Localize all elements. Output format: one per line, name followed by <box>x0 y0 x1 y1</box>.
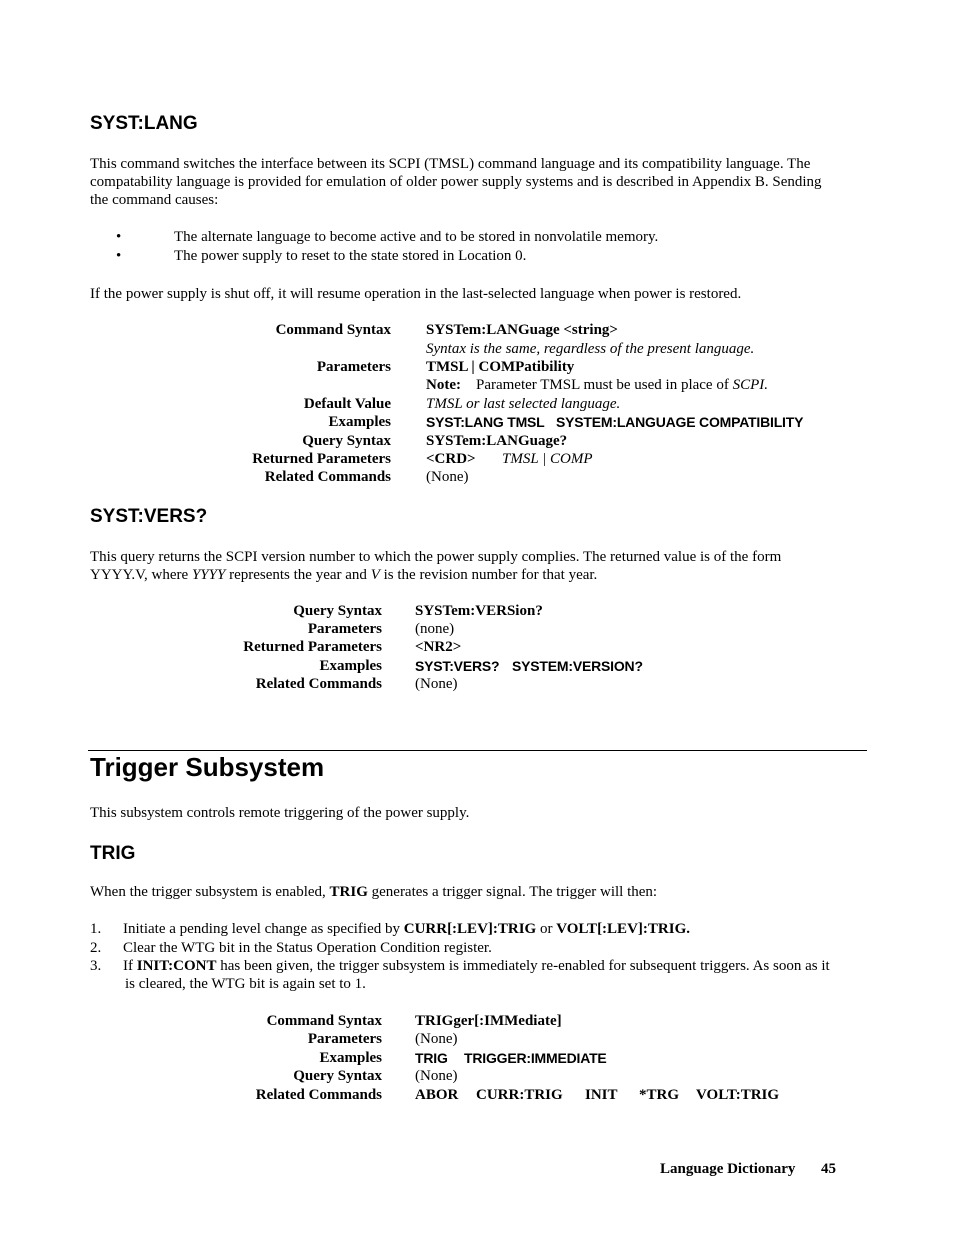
page-number: 45 <box>821 1161 836 1177</box>
command-syntax-value: SYSTem:LANGuage <string> <box>426 322 618 338</box>
trigger-intro: This subsystem controls remote triggering of the power supply. <box>90 805 470 821</box>
trig-table <box>0 1013 954 1113</box>
note-italic: SCPI. <box>732 377 769 393</box>
syst-lang-intro <box>90 155 822 209</box>
bullet-text: The power supply to reset to the state stored in Location 0. <box>174 248 527 264</box>
trig-heading: TRIG <box>90 843 136 864</box>
returned-parameters-value: <NR2> <box>415 639 462 655</box>
returned-text: TMSL | COMP <box>502 451 593 467</box>
trigger-subsystem-heading: Trigger Subsystem <box>90 752 325 782</box>
parameters-value: (none) <box>415 621 455 637</box>
label-query-syntax: Query Syntax <box>293 1068 382 1084</box>
bullet-text: The alternate language to become active and to be stored in nonvolatile memory. <box>174 229 659 245</box>
label-examples: Examples <box>319 658 382 674</box>
example-2: SYSTEM:VERSION? <box>512 658 643 674</box>
example-2: TRIGGER:IMMEDIATE <box>464 1050 607 1066</box>
related-command: *TRG <box>639 1087 680 1103</box>
label-related-commands: Related Commands <box>255 1087 382 1103</box>
syst-vers-intro <box>90 548 781 584</box>
note-label: Note: <box>426 377 461 393</box>
related-command: ABOR <box>415 1087 459 1103</box>
bullet-dot: • <box>116 248 122 264</box>
trig-list <box>0 921 954 1001</box>
command-syntax-value: TRIGger[:IMMediate] <box>415 1013 562 1029</box>
query-syntax-value: SYSTem:VERSion? <box>415 603 543 619</box>
related-commands-value: (None) <box>426 469 469 485</box>
section-divider <box>88 750 867 751</box>
trig-intro: When the trigger subsystem is enabled, TRIG generates a trigger signal. The trigger will then: <box>90 884 658 900</box>
parameters-note <box>426 377 768 394</box>
footer-section: Language Dictionary <box>660 1161 796 1177</box>
example-2: SYSTEM:LANGUAGE COMPATIBILITY <box>556 414 804 430</box>
related-command: INIT <box>585 1087 618 1103</box>
label-query-syntax: Query Syntax <box>302 433 391 449</box>
intro-line: the command causes: <box>90 192 219 208</box>
list-item-continuation: is cleared, the WTG bit is again set to 1. <box>125 976 366 992</box>
intro-line: compatability language is provided for emulation of older power supply systems and is described in Appendix B. Sending <box>90 174 822 190</box>
parameters-value: TMSL | COMPatibility <box>426 359 575 375</box>
syntax-note: Syntax is the same, regardless of the present language. <box>426 341 755 357</box>
list-number: 3. <box>90 958 102 974</box>
label-command-syntax: Command Syntax <box>275 322 391 338</box>
label-parameters: Parameters <box>307 1031 382 1047</box>
syst-lang-table <box>0 322 954 492</box>
list-item: Clear the WTG bit in the Status Operation Condition register. <box>123 940 492 956</box>
list-number: 2. <box>90 940 102 956</box>
list-item: Initiate a pending level change as specified by CURR[:LEV]:TRIG or VOLT[:LEV]:TRIG. <box>123 921 690 937</box>
label-related-commands: Related Commands <box>255 676 382 692</box>
syst-lang-heading: SYST:LANG <box>90 113 198 134</box>
syst-vers-heading: SYST:VERS? <box>90 506 208 527</box>
label-returned-parameters: Returned Parameters <box>252 451 391 467</box>
related-commands-value: (None) <box>415 676 458 692</box>
note-text: Parameter TMSL must be used in place of <box>475 377 733 393</box>
related-command: VOLT:TRIG <box>696 1087 780 1103</box>
label-returned-parameters: Returned Parameters <box>243 639 382 655</box>
returned-code: <CRD> <box>426 451 476 467</box>
intro-line: This query returns the SCPI version number to which the power supply complies. The returned value is of the form <box>90 549 782 565</box>
intro-line: YYYY.V, where YYYY represents the year and V is the revision number for that year. <box>90 567 598 583</box>
label-examples: Examples <box>319 1050 382 1066</box>
syst-vers-table <box>0 603 954 703</box>
list-number: 1. <box>90 921 102 937</box>
default-value: TMSL or last selected language. <box>426 396 621 412</box>
example-1: SYST:VERS? <box>415 658 500 674</box>
query-syntax-value: (None) <box>415 1068 458 1084</box>
example-1: SYST:LANG TMSL <box>426 414 545 430</box>
label-related-commands: Related Commands <box>264 469 391 485</box>
label-query-syntax: Query Syntax <box>293 603 382 619</box>
related-command: CURR:TRIG <box>476 1087 563 1103</box>
bullet-dot: • <box>116 229 122 245</box>
list-item: If INIT:CONT has been given, the trigger subsystem is immediately re-enabled for subsequent triggers. As soon as it <box>123 958 830 974</box>
example-1: TRIG <box>415 1050 448 1066</box>
label-examples: Examples <box>328 414 391 430</box>
label-command-syntax: Command Syntax <box>266 1013 382 1029</box>
parameters-value: (None) <box>415 1031 458 1047</box>
query-syntax-value: SYSTem:LANGuage? <box>426 433 568 449</box>
syst-lang-after: If the power supply is shut off, it will resume operation in the last-selected language when power is restored. <box>90 286 742 302</box>
label-default-value: Default Value <box>303 396 391 412</box>
label-parameters: Parameters <box>316 359 391 375</box>
label-parameters: Parameters <box>307 621 382 637</box>
intro-line: This command switches the interface between its SCPI (TMSL) command language and its compatibility language. The <box>90 156 811 172</box>
